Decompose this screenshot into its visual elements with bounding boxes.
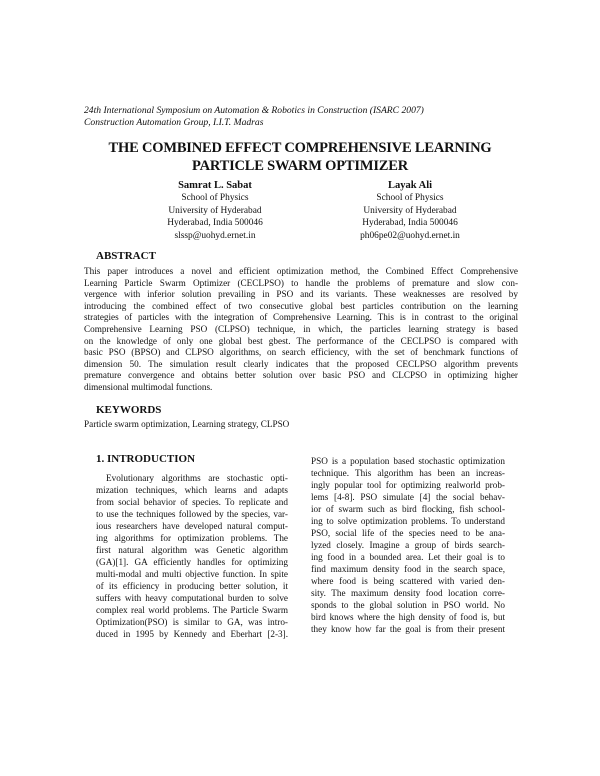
keywords-text: Particle swarm optimization, Learning strategy, CLPSO (84, 419, 290, 429)
keywords-heading: KEYWORDS (96, 404, 162, 416)
paragraph-line: ing to solve optimization problems. To understand (311, 516, 505, 526)
paragraph-line: ing algorithms for optimization problems. The (96, 533, 288, 543)
abstract-line: strategies of particles with the integration of Comprehensive Learning. This is in contrast to the original (84, 312, 518, 323)
paragraph-line: first natural algorithm was Genetic algorithm (96, 545, 288, 555)
author-block-2 (345, 179, 475, 242)
paragraph-line: ing food in a bounded area. Let their goal is to (311, 552, 505, 562)
paragraph-line: complex real world problems. The Particle Swarm (96, 605, 288, 615)
paragraph-line: sity. The maximum density food location corre- (311, 588, 505, 598)
conference-header: 24th International Symposium on Automation & Robotics in Construction (ISARC 2007) (84, 105, 424, 116)
author-email: ph06pe02@uohyd.ernet.in (360, 230, 460, 241)
abstract-line: dimension 50. The simulation result clearly indicates that the proposed CECLPSO algorithm prevents (84, 358, 518, 369)
paragraph-line: find maximum density food in the search space, (311, 564, 505, 574)
paragraph-line: Optimization(PSO) is similar to GA, was intro- (96, 617, 288, 627)
paragraph-line: mization techniques, which learns and adapts (96, 485, 288, 495)
paragraph-line: duced in 1995 by Kennedy and Eberhart [2-3]. (96, 629, 288, 639)
paragraph-line: ior of swarm such as bird flocking, fish school- (311, 504, 505, 514)
abstract-line: premature convergence and obtains better solution over basic PSO and CLCPSO in optimizing higher (84, 370, 518, 381)
abstract-line: Comprehensive Learning PSO (CLPSO) technique, in which, the particles learning strategy is based (84, 323, 518, 334)
paragraph-line: bird knows where the high density of food is, but (311, 612, 505, 622)
affiliation-header: Construction Automation Group, I.I.T. Madras (84, 117, 264, 128)
abstract-body (84, 266, 518, 394)
paragraph-line: PSO is a population based stochastic optimization (311, 456, 505, 466)
paragraph-line: lems [4-8]. PSO simulate [4] the social behav- (311, 492, 505, 502)
author-city: Hyderabad, India 500046 (167, 218, 263, 228)
author-department: School of Physics (376, 193, 444, 203)
author-city: Hyderabad, India 500046 (362, 218, 458, 228)
introduction-heading: 1. INTRODUCTION (96, 453, 196, 465)
paragraph-line: they know how far the goal is from their present (311, 624, 505, 634)
abstract-line: vergence with inferior solution prevailing in PSO and its variants. These weaknesses are resolved by (84, 289, 518, 300)
paragraph-line: multi-modal and multi objective function. In spite (96, 569, 288, 579)
introduction-right-column (311, 455, 505, 635)
paragraph-line: from social behavior of species. To replicate and (96, 497, 288, 507)
paragraph-line: technique. This algorithm has been an increas- (311, 468, 505, 478)
paragraph-line: lyzed closely. Imagine a group of birds search- (311, 540, 505, 550)
author-email: slssp@uohyd.ernet.in (174, 230, 256, 241)
author-name: Layak Ali (387, 180, 433, 191)
abstract-line: dimensional multimodal functions. (84, 381, 213, 392)
abstract-line: This paper introduces a novel and efficient optimization method, the Combined Effect Comprehensive (84, 266, 518, 276)
paragraph-line: of its efficiency in producing better solution, it (96, 581, 288, 591)
author-block-1 (150, 179, 280, 242)
abstract-line: basic PSO (BPSO) and CLPSO algorithms, on search efficiency, with the set of benchmark functions of (84, 347, 518, 358)
paragraph-line: PSO, social life of the species need to be ana- (311, 528, 505, 538)
abstract-line: Learning Particle Swarm Optimizer (CECLPSO) to handle the problems of premature and slow con- (84, 277, 518, 288)
introduction-left-column (96, 472, 288, 640)
paragraph-line: (GA)[1]. GA efficiently handles for optimizing (96, 557, 288, 567)
abstract-heading: ABSTRACT (96, 250, 156, 262)
paragraph-line: sponds to the global solution in PSO world. No (311, 600, 505, 610)
paragraph-line: ious researchers have developed natural comput- (96, 521, 288, 531)
author-university: University of Hyderabad (363, 205, 457, 216)
paragraph-line: suffers with heavy computational burden to solve (96, 593, 288, 603)
paper-title-line-2: PARTICLE SWARM OPTIMIZER (192, 158, 408, 174)
paragraph-line: to use the techniques followed by the species, var- (96, 509, 288, 519)
paper-title-line-1: THE COMBINED EFFECT COMPREHENSIVE LEARNING (108, 140, 492, 156)
paragraph-line: ingly popular tool for optimizing realworld prob- (311, 480, 505, 490)
author-university: University of Hyderabad (168, 205, 262, 216)
paragraph-line: Evolutionary algorithms are stochastic opti- (106, 473, 288, 483)
abstract-line: introducing the combined effect of two consecutive global best particles contribution on the learning (84, 300, 518, 311)
abstract-line: on the knowledge of only one global best gbest. The performance of the CECLPSO is compared with (84, 335, 518, 346)
paragraph-line: where food is being scattered with varied den- (311, 576, 505, 586)
author-department: School of Physics (181, 193, 249, 203)
author-name: Samrat L. Sabat (178, 180, 252, 191)
